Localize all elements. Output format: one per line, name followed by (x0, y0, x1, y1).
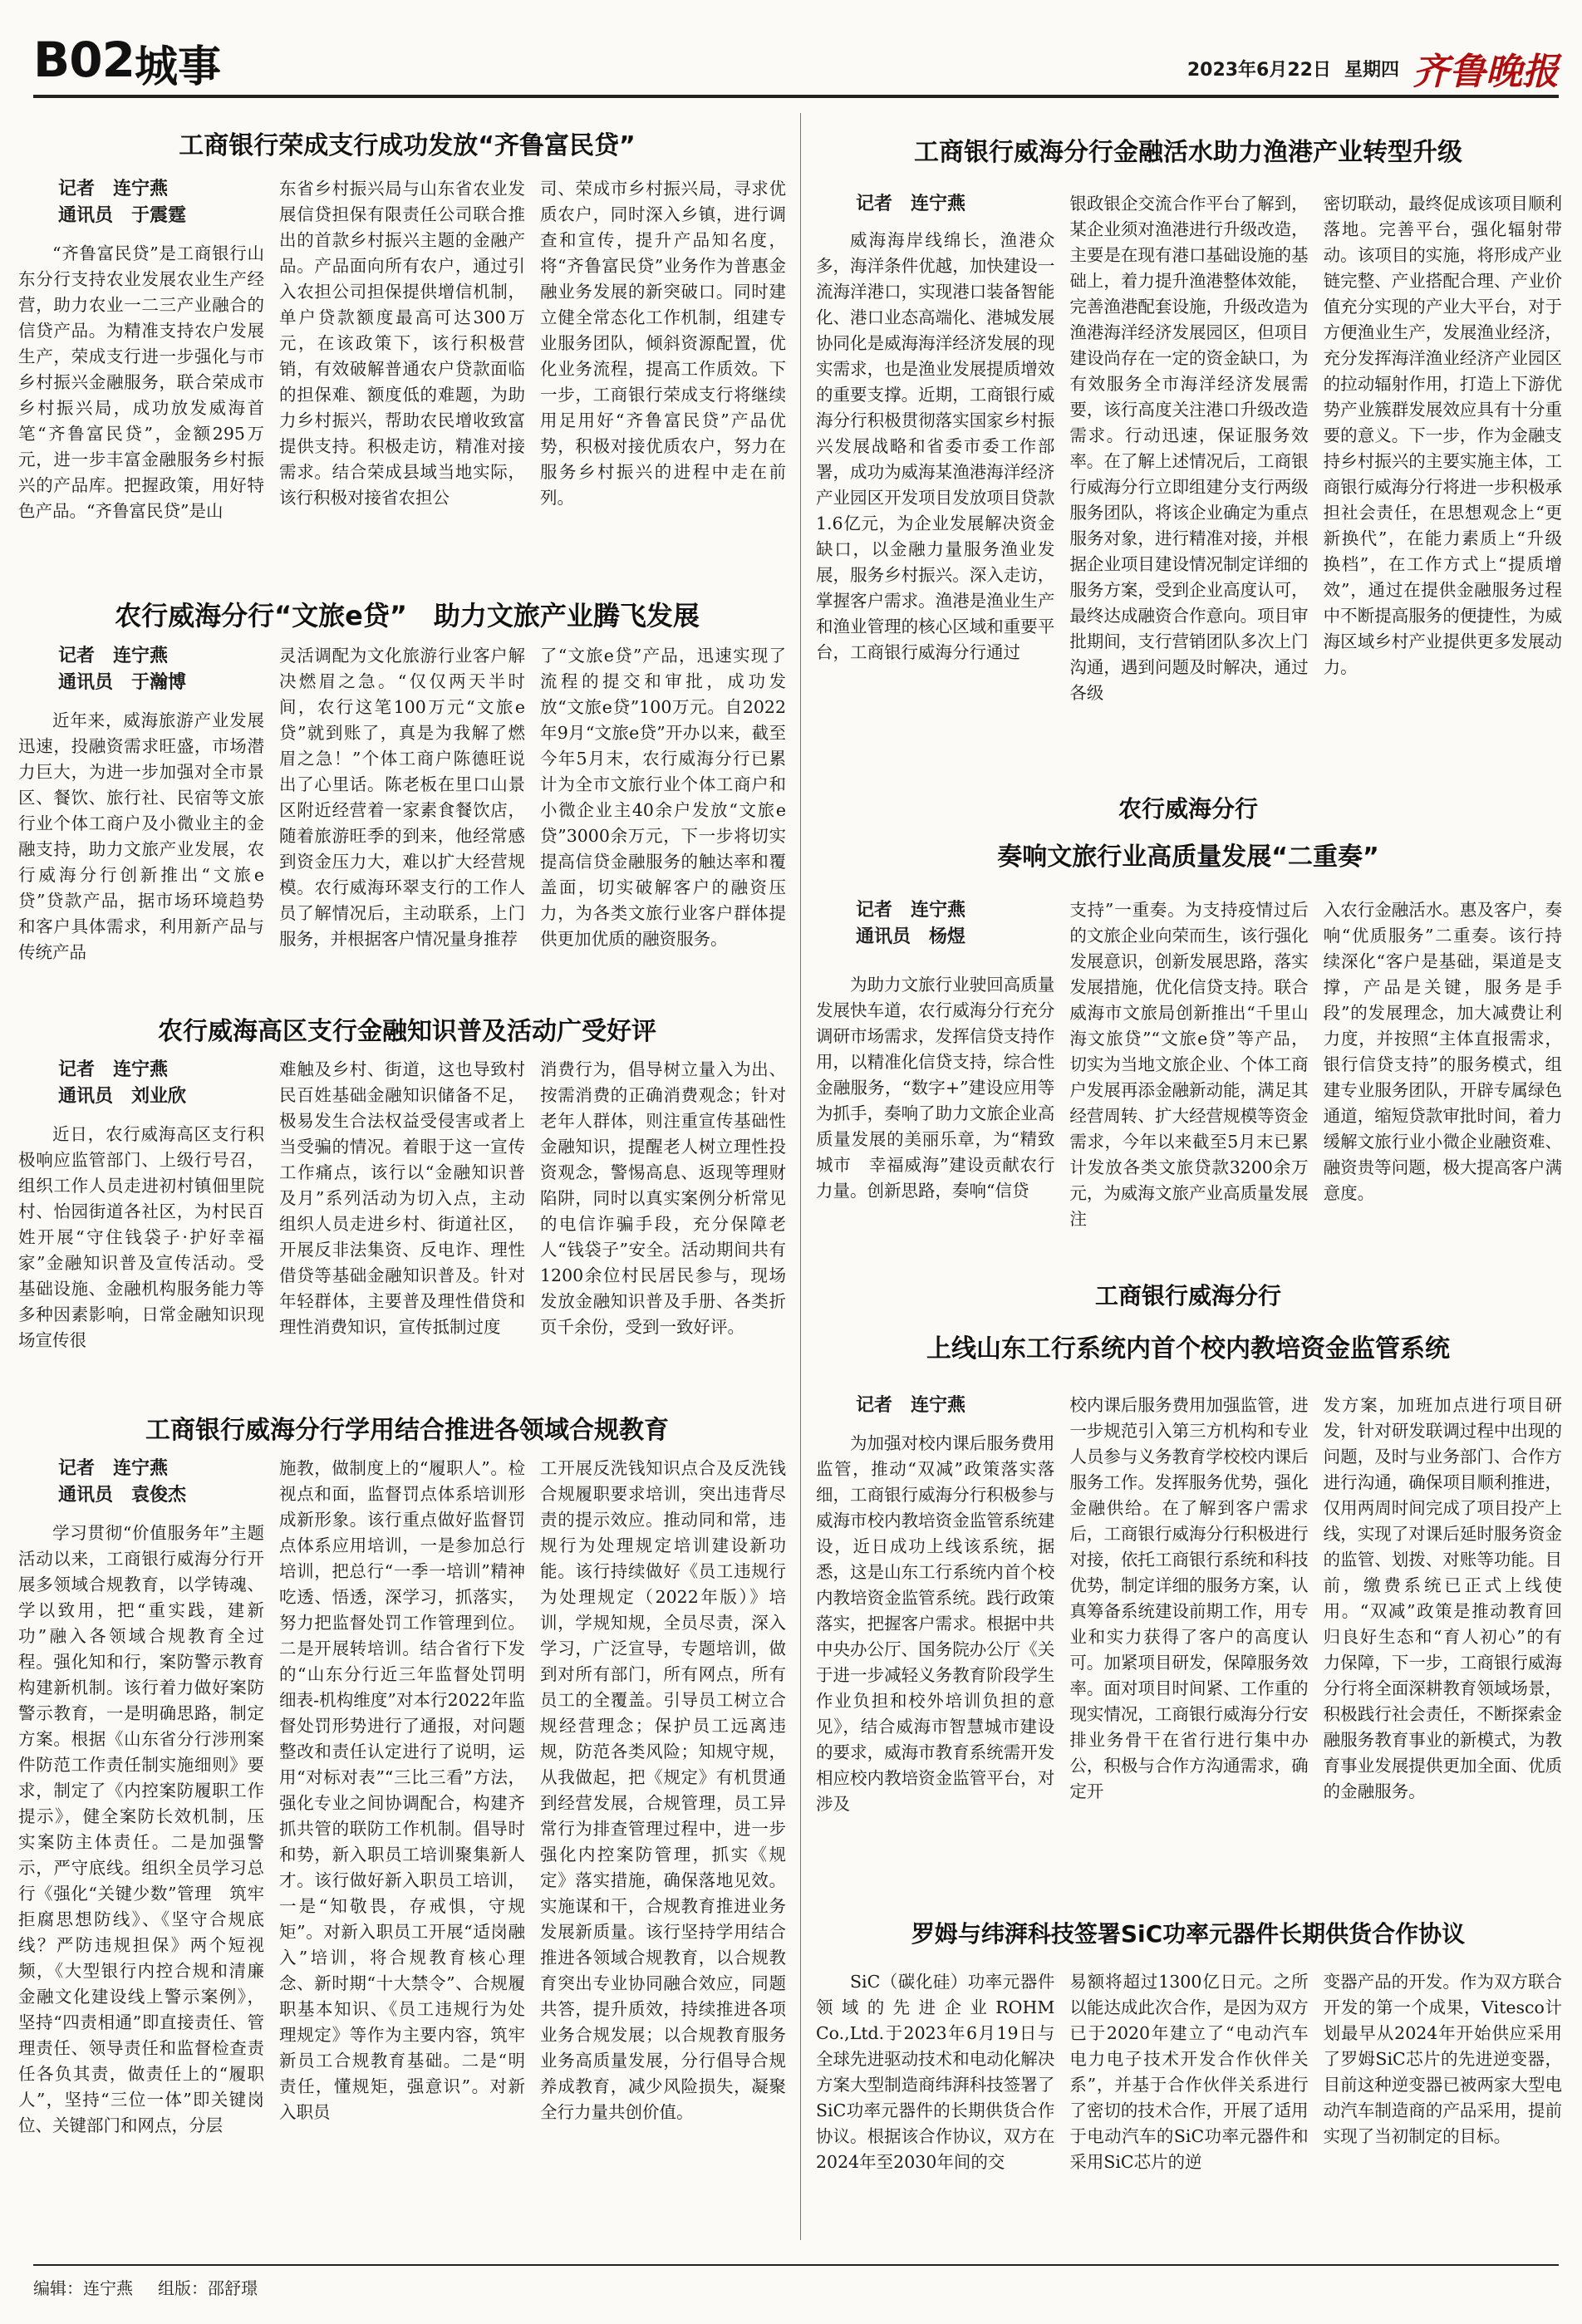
body-column-2: 灵活调配为文化旅游行业客户解决燃眉之急。“仅仅两天半时间，农行这笔100万元“文旅e贷”就到账了，真是为我解了燃眉之急！”个体工商户陈德旺说出了心里话。陈老板在里口山景区附近经营着一家素食餐饮店，随着旅游旺季的到来，他经常感到资金压力大，难以扩大经营规模。农行威海环翠支行的工作人员了解情况后，主动联系，上门服务，并根据客户情况量身推荐 (279, 646, 525, 949)
byline-correspondent: 通讯员 于震霆 (58, 205, 187, 226)
body-column-3: 入农行金融活水。惠及客户，奏响“优质服务”二重奏。该行持续深化“客户是基础，渠道是支撑，产品是关键，服务是手段”的发展理念，加大减费让利力度，并按照“主体直报需求，银行信贷支持”的服务模式，组建专业服务团队，开辟专属绿色通道，缩短贷款审批时间，着力缓解文旅行业小微企业融资难、融资贵等问题，极大提高客户满意度。 (1323, 900, 1562, 1203)
body-column-2: 校内课后服务费用加强监管，进一步规范引入第三方机构和专业人员参与义务教育学校校内课后服务工作。发挥服务优势，强化金融供给。在了解到客户需求后，工商银行威海分行积极进行对接，依托工商银行系统和科技优势，制定详细的服务方案，认真筹备系统建设前期工作，用专业和实力获得了客户的高度认可。加紧项目研发，保障服务效率。面对项目时间紧、工作重的现实情况，工商银行威海分行安排业务骨干在省行进行集中办公，积极与合作方沟通需求，确定开 (1069, 1395, 1309, 1801)
byline-reporter: 记者 连宁燕 (58, 179, 169, 199)
page-footer (33, 2275, 258, 2299)
body-column-2: 难触及乡村、街道，这也导致村民百姓基础金融知识储备不足，极易发生合法权益受侵害或者上当受骗的情况。着眼于这一宣传工作痛点，该行以“金融知识普及月”系列活动为切入点，主动组织人员走进乡村、街道社区，开展反非法集资、反电诈、理性借贷等基础金融知识普及。针对年轻群体，主要普及理性借贷和理性消费知识，宣传抵制过度 (279, 1059, 525, 1337)
footer-layout: 组版：邵舒璟 (158, 2278, 258, 2298)
body-column-3: 变器产品的开发。作为双方联合开发的第一个成果，Vitesco计划最早从2024年开始供应采用了罗姆SiC芯片的先进逆变器，目前这种逆变器已被两家大型电动汽车制造商的产品采用，提前实现了当初制定的目标。 (1323, 1972, 1562, 2146)
article-body (18, 1057, 786, 1399)
masthead-rule (33, 95, 1559, 98)
article-body (816, 191, 1562, 773)
byline-correspondent: 通讯员 刘业欣 (58, 1086, 187, 1107)
body-column-1: 近日，农行威海高区支行积极响应监管部门、上级行号召，组织工作人员走进初村镇佃里院村、怡园街道各社区，为村民百姓开展“守住钱袋子·护好幸福家”金融知识普及宣传活动。受基础设施、金融机构服务能力等多种因素影响，日常金融知识现场宣传很 (18, 1124, 264, 1350)
body-column-2: 施教，做制度上的“履职人”。检视点和面，监督罚点体系培训形成新形象。该行重点做好监督罚点体系应用培训，一是参加总行培训，把总行“一季一培训”精神吃透、悟透，深学习，抓落实，努力把监督处罚工作管理到位。二是开展转培训。结合省行下发的“山东分行近三年监督处罚明细表-机构维度”对本行2022年监督处罚形势进行了通报，对问题整改和责任认定进行了说明，运用“对标对表”“三比三看”方法，强化专业之间协调配合，构建齐抓共管的联防工作机制。倡导时和势，新入职员工培训聚集新人才。该行做好新入职员工培训，一是“知敬畏，存戒惧，守规矩”。对新入职员工开展“适岗融入”培训，将合规教育核心理念、新时期“十大禁令”、合规履职基本知识、《员工违规行为处理规定》等作为主要内容，筑牢新员工合规教育基础。二是“明责任，懂规矩，强意识”。对新入职员 (279, 1458, 525, 2122)
body-column-3: 密切联动，最终促成该项目顺利落地。完善平台，强化辐射带动。该项目的实施，将形成产业链完整、产业搭配合理、产业价值充分实现的产业大平台，对于方便渔业生产，发展渔业经济，充分发挥海洋渔业经济产业园区的拉动辐射作用，打造上下游优势产业簇群发展效应具有十分重要的意义。下一步，作为金融支持乡村振兴的主要实施主体，工商银行威海分行将进一步积极承担社会责任，在思想观念上“更新换代”，在能力素质上“升级换档”，在工作方式上“提质增效”，通过在提供金融服务过程中不断提高服务的便捷性，为威海区域乡村产业提供更多发展动力。 (1323, 194, 1562, 677)
body-column-2: 东省乡村振兴局与山东省农业发展信贷担保有限责任公司联合推出的首款乡村振兴主题的金融产品。产品面向所有农户，通过引入农担公司担保提供增信机制，单户贷款额度最高可达300万元，在该政策下，该行积极营销，有效破解普通农户贷款面临的担保难、额度低的难题，为助力乡村振兴，帮助农民增收致富提供支持。积极走访，精准对接需求。结合荣成县域当地实际，该行积极对接省农担公 (279, 179, 525, 508)
byline-reporter: 记者 连宁燕 (856, 194, 966, 214)
article-headline: 农行威海高区支行金融知识普及活动广受好评 (158, 1017, 656, 1046)
article-body (18, 1456, 786, 2253)
article-headline: 农行威海分行“文旅e贷” 助力文旅产业腾飞发展 (115, 600, 700, 631)
body-column-1: 为加强对校内课后服务费用监管，推动“双减”政策落实落细，工商银行威海分行积极参与威海市校内教培资金监管系统建设，近日成功上线该系统，据悉，这是山东工行系统内首个校内教培资金监管系统。践行政策落实，把握客户需求。根据中共中央办公厅、国务院办公厅《关于进一步减轻义务教育阶段学生作业负担和校外培训负担的意见》，结合威海市智慧城市建设的要求，威海市教育系统需开发相应校内教培资金监管平台，对涉及 (816, 1433, 1055, 1814)
body-column-1: “齐鲁富民贷”是工商银行山东分行支持农业发展农业生产经营，助力农业一二三产业融合的信贷产品。为精准支持农户发展生产，荣成支行进一步强化与市乡村振兴金融服务，联合荣成市乡村振兴局，成功放发威海首笔“齐鲁富民贷”，金额295万元，进一步丰富金融服务乡村振兴的产品库。把握政策，用好特色产品。“齐鲁富民贷”是山 (18, 243, 264, 521)
body-column-2: 易额将超过1300亿日元。之所以能达成此次合作，是因为双方已于2020年建立了“电动汽车电力电子技术开发合作伙伴关系”，并基于合作伙伴关系进行了密切的技术合作，开展了适用于电动汽车的SiC功率元器件和采用SiC芯片的逆 (1069, 1972, 1309, 2172)
body-column-2: 支持”一重奏。为支持疫情过后的文旅企业向荣而生，该行强化发展意识，创新发展思路，落实发展措施，优化信贷支持。联合威海市文旅局创新推出“千里山海文旅贷”“文旅e贷”等产品，切实为当地文旅企业、个体工商户发展再添金融新动能，满足其经营周转、扩大经营规模等资金需求，今年以来截至5月末已累计发放各类文旅贷款3200余万元，为威海文旅产业高质量发展注 (1069, 900, 1309, 1229)
article-body (816, 1393, 1562, 1891)
byline-reporter: 记者 连宁燕 (58, 1059, 169, 1080)
body-column-2: 银政银企交流合作平台了解到，某企业须对渔港进行升级改造，主要是在现有港口基础设施的基础上，着力提升渔港整体效能，完善渔港配套设施，升级改造为渔港海洋经济发展园区，但项目建设尚存在一定的资金缺口，为有效服务全市海洋经济发展需要，该行高度关注港口升级改造需求。行动迅速，保证服务效率。在了解上述情况后，工商银行威海分行立即组建分支行两级服务团队，将该企业确定为重点服务对象，进行精准对接，并根据企业项目建设情况制定详细的服务方案，受到企业高度认可，最终达成融资合作意向。项目审批期间，支行营销团队多次上门沟通，遇到问题及时解决，通过各级 (1069, 194, 1309, 703)
byline-reporter: 记者 连宁燕 (856, 1395, 966, 1416)
body-column-1: SiC（碳化硅）功率元器件领域的先进企业ROHM Co.,Ltd.于2023年6月19日与全球先进驱动技术和电动化解决方案大型制造商纬湃科技签署了SiC功率元器件的长期供货合作协议。根据该合作协议，双方在2024年至2030年间的交 (816, 1972, 1055, 2172)
body-column-3: 司、荣成市乡村振兴局，寻求优质农户，同时深入乡镇，进行调查和宣传，提升产品知名度，将“齐鲁富民贷”业务作为普惠金融业务发展的新突破口。同时建立健全常态化工作机制，组建专业服务团队，倾斜资源配置，优化业务流程，提高工作质效。下一步，工商银行荣成支行将继续用足用好“齐鲁富民贷”产品优势，积极对接优质农户，努力在服务乡村振兴的进程中走在前列。 (540, 179, 786, 508)
newspaper-logo: 齐鲁晚报 (1412, 51, 1559, 93)
byline-reporter: 记者 连宁燕 (58, 646, 169, 666)
body-column-1: 为助力文旅行业驶回高质量发展快车道，农行威海分行充分调研市场需求，发挥信贷支持作用，以精准化信贷支持，综合性金融服务，“数字+”建设应用等为抓手，奏响了助力文旅企业高质量发展的美丽乐章，为“精致城市 幸福威海”建设贡献农行力量。创新思路，奏响“信贷 (816, 975, 1055, 1201)
byline-reporter: 记者 连宁燕 (856, 900, 966, 921)
page-code: B02 (33, 32, 135, 88)
article-kicker: 工商银行威海分行 (1094, 1282, 1281, 1309)
article-headline: 工商银行荣成支行成功发放“齐鲁富民贷” (179, 131, 636, 160)
body-column-1: 威海海岸线绵长，渔港众多，海洋条件优越，加快建设一流海洋港口，实现港口装备智能化、港口业态高端化、港城发展协同化是威海海洋经济发展的现实需求，也是渔业发展提质增效的重要支撑。近期，工商银行威海分行积极贯彻落实国家乡村振兴发展战略和省委市委工作部署，成功为威海某渔港海洋经济产业园区开发项目发放项目贷款1.6亿元，为企业发展解决资金缺口，以金融力量服务渔业发展，服务乡村振兴。深入走访，掌握客户需求。渔港是渔业生产和渔业管理的核心区域和重要平台，工商银行威海分行通过 (816, 230, 1055, 662)
body-column-1: 学习贯彻“价值服务年”主题活动以来，工商银行威海分行开展多领域合规教育，以学铸魂、学以致用，把“重实践，建新功”融入各领域合规教育全过程。强化知和行，案防警示教育构建新机制。该行着力做好案防警示教育，一是明确思路，制定方案。根据《山东省分行涉刑案件防范工作责任制实施细则》要求，制定了《内控案防履职工作提示》，健全案防长效机制，压实案防主体责任。二是加强警示，严守底线。组织全员学习总行《强化“关键少数”管理 筑牢拒腐思想防线》、《坚守合规底线？严防违规担保》两个短视频，《大型银行内控合规和清廉金融文化建设线上警示案例》，坚持“四责相通”即直接责任、管理责任、领导责任和监督检查责任各负其责，做责任上的“履职人”，坚持“三位一体”即关键岗位、关键部门和网点，分层 (18, 1523, 264, 2135)
body-column-3: 发方案，加班加点进行项目研发，针对研发联调过程中出现的问题，及时与业务部门、合作方进行沟通，确保项目顺利推进，仅用两周时间完成了项目投产上线，实现了对课后延时服务资金的监管、划拨、对账等功能。目前，缴费系统已正式上线使用。“双减”政策是推动教育回归良好生态和“育人初心”的有力保障，下一步，工商银行威海分行将全面深耕教育领域场景，积极践行社会责任，不断探索金融服务教育事业的新模式，为教育事业发展提供更加全面、优质的金融服务。 (1323, 1395, 1562, 1801)
section-title: 城事 (135, 42, 222, 92)
issue-weekday: 星期四 (1344, 59, 1399, 81)
article-body (816, 897, 1562, 1255)
article-headline: 罗姆与纬湃科技签署SiC功率元器件长期供货合作协议 (911, 1920, 1466, 1948)
footer-editor: 编辑：连宁燕 (33, 2278, 133, 2298)
article-headline: 工商银行威海分行学用结合推进各领域合规教育 (145, 1416, 669, 1445)
article-kicker: 农行威海分行 (1118, 795, 1258, 823)
footer-rule (33, 2264, 1559, 2266)
masthead-info (1187, 42, 1559, 95)
byline-reporter: 记者 连宁燕 (58, 1458, 169, 1479)
article-body (816, 1969, 1562, 2252)
masthead (33, 30, 1559, 105)
body-column-3: 了“文旅e贷”产品，迅速实现了流程的提交和审批，成功发放“文旅e贷”100万元。自2022年9月“文旅e贷”开办以来，截至今年5月末，农行威海分行已累计为全市文旅行业个体工商户和小微企业主40余户发放“文旅e贷”3000余万元，下一步将切实提高信贷金融服务的触达率和覆盖面，切实破解客户的融资压力，为各类文旅行业客户群体提供更加优质的融资服务。 (540, 646, 786, 949)
article-headline: 上线山东工行系统内首个校内教培资金监管系统 (926, 1334, 1450, 1363)
byline-correspondent: 通讯员 于瀚博 (58, 672, 187, 693)
article-body (18, 643, 786, 984)
byline-correspondent: 通讯员 袁俊杰 (58, 1485, 187, 1506)
center-column-divider (800, 113, 801, 2240)
article-headline: 工商银行威海分行金融活水助力渔港产业转型升级 (914, 138, 1462, 167)
issue-date: 2023年6月22日 (1186, 59, 1331, 81)
article-headline: 奏响文旅行业高质量发展“二重奏” (997, 843, 1379, 872)
article-body (18, 176, 786, 567)
body-column-1: 近年来，威海旅游产业发展迅速，投融资需求旺盛，市场潜力巨大，为进一步加强对全市景区、餐饮、旅行社、民宿等文旅行业个体工商户及小微业主的金融支持，助力文旅产业发展，农行威海分行创新推出“文旅e贷”贷款产品，据市场环境趋势和客户具体需求，利用新产品与传统产品 (18, 710, 264, 962)
body-column-3: 工开展反洗钱知识点合及反洗钱合规履职要求培训，突出违背尽责的提示效应。推动同和常，违规行为处理规定培训建设新功能。该行持续做好《员工违规行为处理规定（2022年版）》培训，学规知规，全员尽责，深入学习，广泛宣导，专题培训，做到对所有部门，所有网点，所有员工的全覆盖。引导员工树立合规经营理念；保护员工远离违规，防范各类风险；知规守规，从我做起，把《规定》有机贯通到经营发展，合规管理，员工异常行为排查管理过程中，进一步强化内控案防管理，抓实《规定》落实措施，确保落地见效。实施谋和干，合规教育推进业务发展新质量。该行坚持学用结合推进各领域合规教育，以合规教育突出专业协同融合效应，同题共答，提升质效，持续推进各项业务合规发展；以合规教育服务业务高质量发展，分行倡导合规养成教育，减少风险损失，凝聚全行力量共创价值。 (540, 1458, 786, 2122)
byline-correspondent: 通讯员 杨煜 (856, 926, 966, 947)
body-column-3: 消费行为，倡导树立量入为出、按需消费的正确消费观念；针对老年人群体，则注重宣传基础性金融知识，提醒老人树立理性投资观念，警惕高息、返现等理财陷阱，同时以真实案例分析常见的电信诈骗手段，充分保障老人“钱袋子”安全。活动期间共有1200余位村民居民参与，现场发放金融知识普及手册、各类折页千余份，受到一致好评。 (540, 1059, 786, 1337)
